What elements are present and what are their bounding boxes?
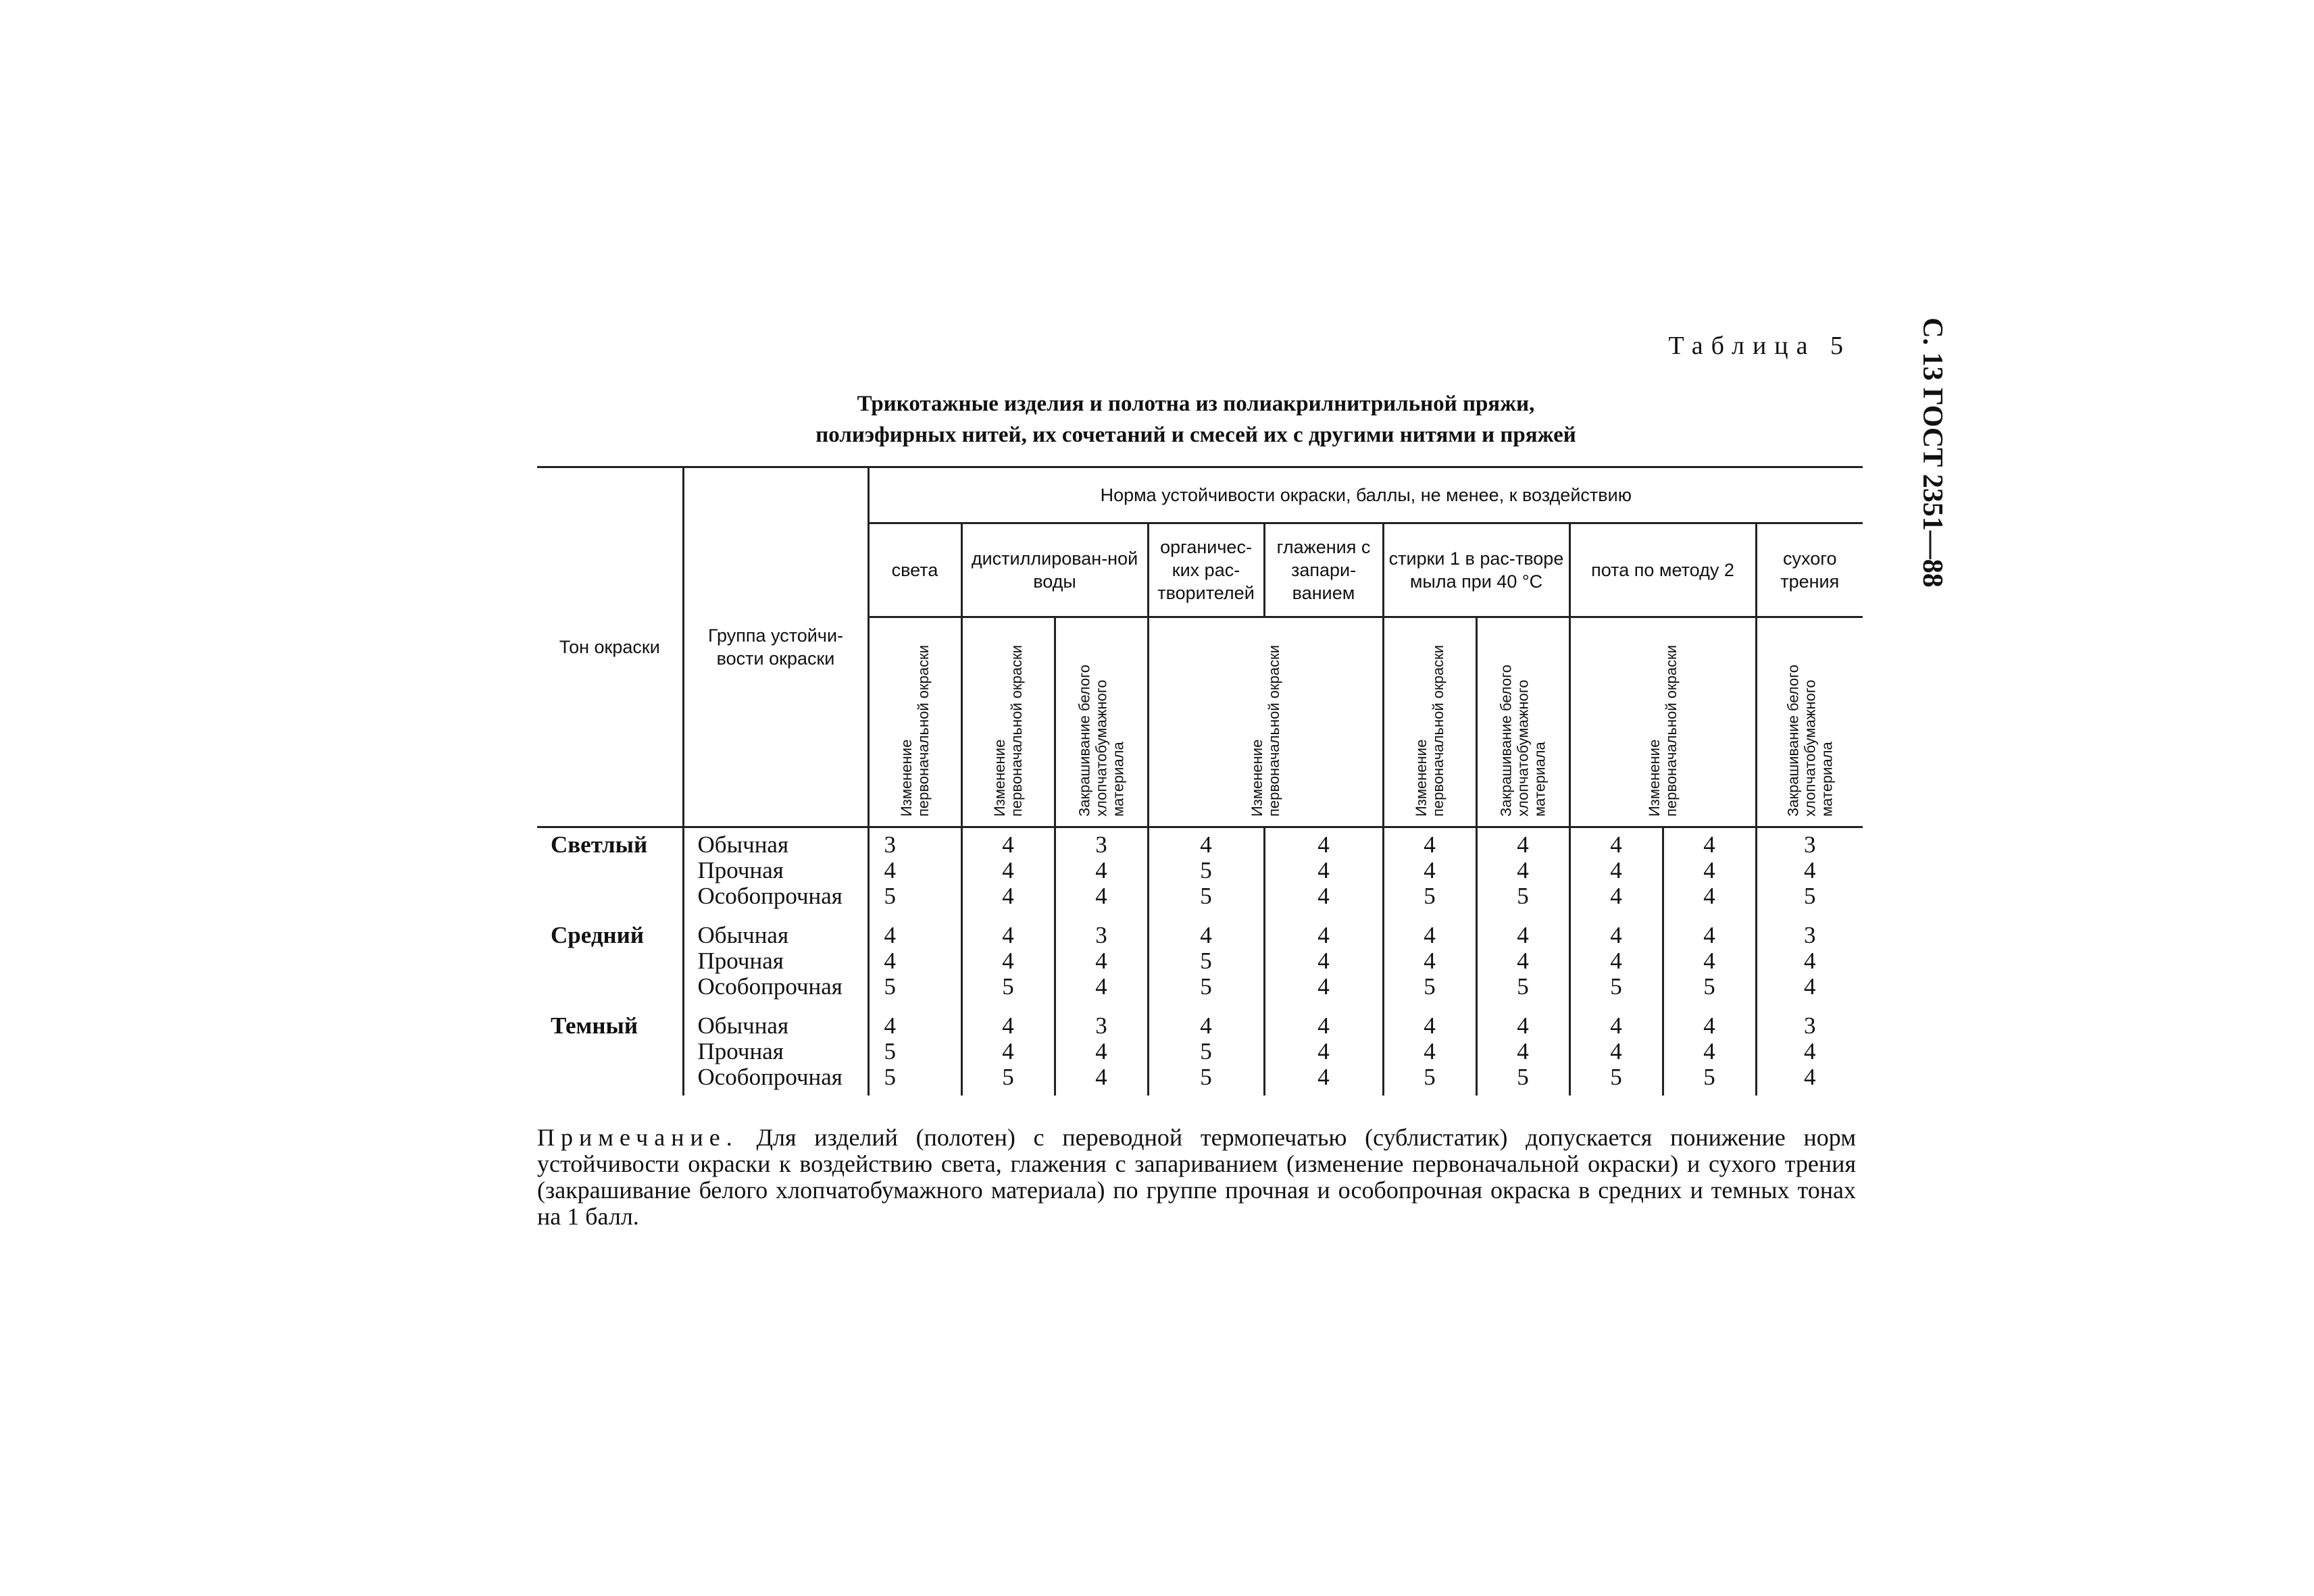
group-cell: Обычная — [683, 832, 868, 858]
value-cell: 5 — [1383, 1064, 1476, 1090]
header-solvents: органичес-ких рас-творителей — [1148, 523, 1264, 617]
value-cell: 5 — [1569, 974, 1663, 1000]
table-row — [537, 883, 1863, 909]
column-header-group: Группа устойчи-вости окраски — [683, 467, 868, 827]
value-cell: 5 — [868, 974, 961, 1000]
value-cell: 4 — [868, 948, 961, 974]
value-cell: 5 — [868, 1064, 961, 1090]
value-cell: 4 — [1569, 832, 1663, 858]
value-cell: 4 — [1569, 858, 1663, 883]
value-cell: 4 — [868, 923, 961, 948]
tone-cell — [537, 858, 683, 883]
value-cell: 3 — [868, 832, 961, 858]
sub-header-water-staining: Закрашивание белого хлопчатобумажного материала — [1055, 617, 1148, 827]
tone-cell: Темный — [551, 1012, 638, 1039]
value-cell: 5 — [1476, 1064, 1569, 1090]
table-row — [537, 1064, 1863, 1090]
table-label: Таблица 5 — [1668, 332, 1851, 360]
value-cell: 4 — [1663, 948, 1756, 974]
value-cell: 4 — [1264, 1013, 1383, 1039]
value-cell: 3 — [1756, 1013, 1863, 1039]
value-cell: 4 — [1569, 1039, 1663, 1064]
value-cell: 5 — [1148, 883, 1264, 909]
value-cell: 4 — [1476, 858, 1569, 883]
value-cell: 4 — [961, 923, 1055, 948]
group-cell: Прочная — [683, 858, 868, 883]
table-title-line-2: полиэфирных нитей, их сочетаний и смесей их с другими нитями и пряжей — [815, 423, 1576, 447]
value-cell: 4 — [1264, 974, 1383, 1000]
value-cell: 3 — [1055, 1013, 1148, 1039]
tone-cell — [537, 974, 683, 1000]
value-cell: 5 — [1663, 1064, 1756, 1090]
value-cell: 4 — [1569, 923, 1663, 948]
value-cell: 4 — [1055, 948, 1148, 974]
value-cell: 4 — [1476, 948, 1569, 974]
value-cell: 4 — [1476, 923, 1569, 948]
value-cell: 4 — [1383, 1039, 1476, 1064]
value-cell: 4 — [1756, 1039, 1863, 1064]
value-cell: 4 — [961, 858, 1055, 883]
value-cell: 4 — [1383, 948, 1476, 974]
norm-header: Норма устойчивости окраски, баллы, не менее, к воздействию — [868, 467, 1863, 523]
value-cell: 5 — [1383, 883, 1476, 909]
sub-header-washing-change: Изменение первоначальной окраски — [1383, 617, 1476, 827]
group-cell: Обычная — [683, 1013, 868, 1039]
value-cell: 4 — [1383, 1013, 1476, 1039]
tone-cell: Средний — [551, 922, 645, 948]
table-row — [537, 974, 1863, 1000]
value-cell: 4 — [1148, 832, 1264, 858]
table-row — [537, 1013, 1863, 1039]
value-cell: 4 — [1476, 1013, 1569, 1039]
table-row — [537, 1039, 1863, 1064]
note-text: Для изделий (полотен) с переводной термопечатью (сублистатик) допускается понижение норм устойчивости окраски к воздействию света, глажения с запариванием (изменение первоначальной окраски) и сухого трения (закрашивание белого хлопчатобумажного материала) по группе прочная и особопрочная окраска в средних и темных тонах на 1 балл. — [537, 1124, 1857, 1230]
sub-header-solvents-ironing-change: Изменение первоначальной окраски — [1148, 617, 1383, 827]
value-cell: 4 — [1663, 1013, 1756, 1039]
value-cell: 4 — [1264, 832, 1383, 858]
value-cell: 4 — [1055, 1039, 1148, 1064]
value-cell: 4 — [1264, 923, 1383, 948]
sub-header-sweat-change: Изменение первоначальной окраски — [1569, 617, 1756, 827]
note-paragraph — [537, 1125, 1856, 1230]
value-cell: 4 — [1264, 858, 1383, 883]
sub-header-light-change: Изменение первоначальной окраски — [868, 617, 961, 827]
value-cell: 4 — [961, 832, 1055, 858]
value-cell: 4 — [961, 948, 1055, 974]
tone-cell — [537, 1039, 683, 1064]
value-cell: 4 — [1756, 858, 1863, 883]
value-cell: 4 — [1055, 974, 1148, 1000]
sub-header-rubbing-staining: Закрашивание белого хлопчатобумажного материала — [1756, 617, 1863, 827]
value-cell: 4 — [1148, 1013, 1264, 1039]
value-cell: 4 — [1663, 1039, 1756, 1064]
header-light: света — [868, 523, 961, 617]
value-cell: 4 — [1476, 1039, 1569, 1064]
value-cell: 4 — [868, 858, 961, 883]
value-cell: 4 — [961, 883, 1055, 909]
header-water: дистиллирован-ной воды — [961, 523, 1148, 617]
value-cell: 4 — [1476, 832, 1569, 858]
value-cell: 4 — [1569, 1013, 1663, 1039]
value-cell: 4 — [1383, 923, 1476, 948]
value-cell: 5 — [961, 1064, 1055, 1090]
value-cell: 4 — [1055, 858, 1148, 883]
value-cell: 3 — [1055, 832, 1148, 858]
value-cell: 4 — [1663, 832, 1756, 858]
tone-cell: Светлый — [551, 831, 648, 858]
value-cell: 5 — [1476, 883, 1569, 909]
value-cell: 4 — [1663, 923, 1756, 948]
sub-header-water-change: Изменение первоначальной окраски — [961, 617, 1055, 827]
value-cell: 5 — [1148, 974, 1264, 1000]
value-cell: 4 — [1756, 948, 1863, 974]
table-title — [537, 388, 1855, 451]
header-sweat: пота по методу 2 — [1569, 523, 1756, 617]
tone-cell — [537, 883, 683, 909]
value-cell: 5 — [1663, 974, 1756, 1000]
value-cell: 4 — [1383, 858, 1476, 883]
value-cell: 5 — [868, 1039, 961, 1064]
header-rubbing: сухого трения — [1756, 523, 1863, 617]
value-cell: 5 — [1569, 1064, 1663, 1090]
value-cell: 5 — [1383, 974, 1476, 1000]
header-washing: стирки 1 в рас-творе мыла при 40 °С — [1383, 523, 1569, 617]
value-cell: 4 — [1264, 883, 1383, 909]
value-cell: 3 — [1055, 923, 1148, 948]
page-number: С. 13 ГОСТ 2351—88 — [1917, 317, 1948, 588]
value-cell: 4 — [1264, 1064, 1383, 1090]
note-label: Примечание. — [537, 1124, 738, 1151]
value-cell: 4 — [1055, 883, 1148, 909]
group-cell: Особопрочная — [683, 883, 868, 909]
group-cell: Прочная — [683, 1039, 868, 1064]
group-cell: Особопрочная — [683, 974, 868, 1000]
value-cell: 5 — [1756, 883, 1863, 909]
norms-table — [537, 466, 1863, 1096]
value-cell: 3 — [1756, 923, 1863, 948]
value-cell: 4 — [1663, 858, 1756, 883]
value-cell: 5 — [1148, 858, 1264, 883]
value-cell: 4 — [1756, 1064, 1863, 1090]
value-cell: 4 — [1148, 923, 1264, 948]
table-row — [537, 858, 1863, 883]
value-cell: 4 — [1055, 1064, 1148, 1090]
value-cell: 4 — [1264, 948, 1383, 974]
value-cell: 4 — [868, 1013, 961, 1039]
value-cell: 3 — [1756, 832, 1863, 858]
sub-header-washing-staining: Закрашивание белого хлопчатобумажного материала — [1476, 617, 1569, 827]
tone-cell — [537, 1064, 683, 1090]
tone-cell — [537, 948, 683, 974]
value-cell: 5 — [1476, 974, 1569, 1000]
value-cell: 4 — [1756, 974, 1863, 1000]
table-row — [537, 948, 1863, 974]
header-ironing: глажения с запари-ванием — [1264, 523, 1383, 617]
value-cell: 5 — [1148, 1064, 1264, 1090]
group-cell: Обычная — [683, 923, 868, 948]
value-cell: 4 — [1663, 883, 1756, 909]
column-header-tone: Тон окраски — [537, 467, 683, 827]
value-cell: 4 — [961, 1013, 1055, 1039]
group-cell: Особопрочная — [683, 1064, 868, 1090]
table-row — [537, 923, 1863, 948]
value-cell: 4 — [1383, 832, 1476, 858]
group-cell: Прочная — [683, 948, 868, 974]
value-cell: 4 — [1569, 883, 1663, 909]
value-cell: 5 — [1148, 1039, 1264, 1064]
value-cell: 4 — [1264, 1039, 1383, 1064]
table-row — [537, 832, 1863, 858]
value-cell: 5 — [868, 883, 961, 909]
value-cell: 5 — [961, 974, 1055, 1000]
table-title-line-1: Трикотажные изделия и полотна из полиакрилнитрильной пряжи, — [857, 392, 1535, 416]
value-cell: 4 — [1569, 948, 1663, 974]
value-cell: 4 — [961, 1039, 1055, 1064]
value-cell: 5 — [1148, 948, 1264, 974]
